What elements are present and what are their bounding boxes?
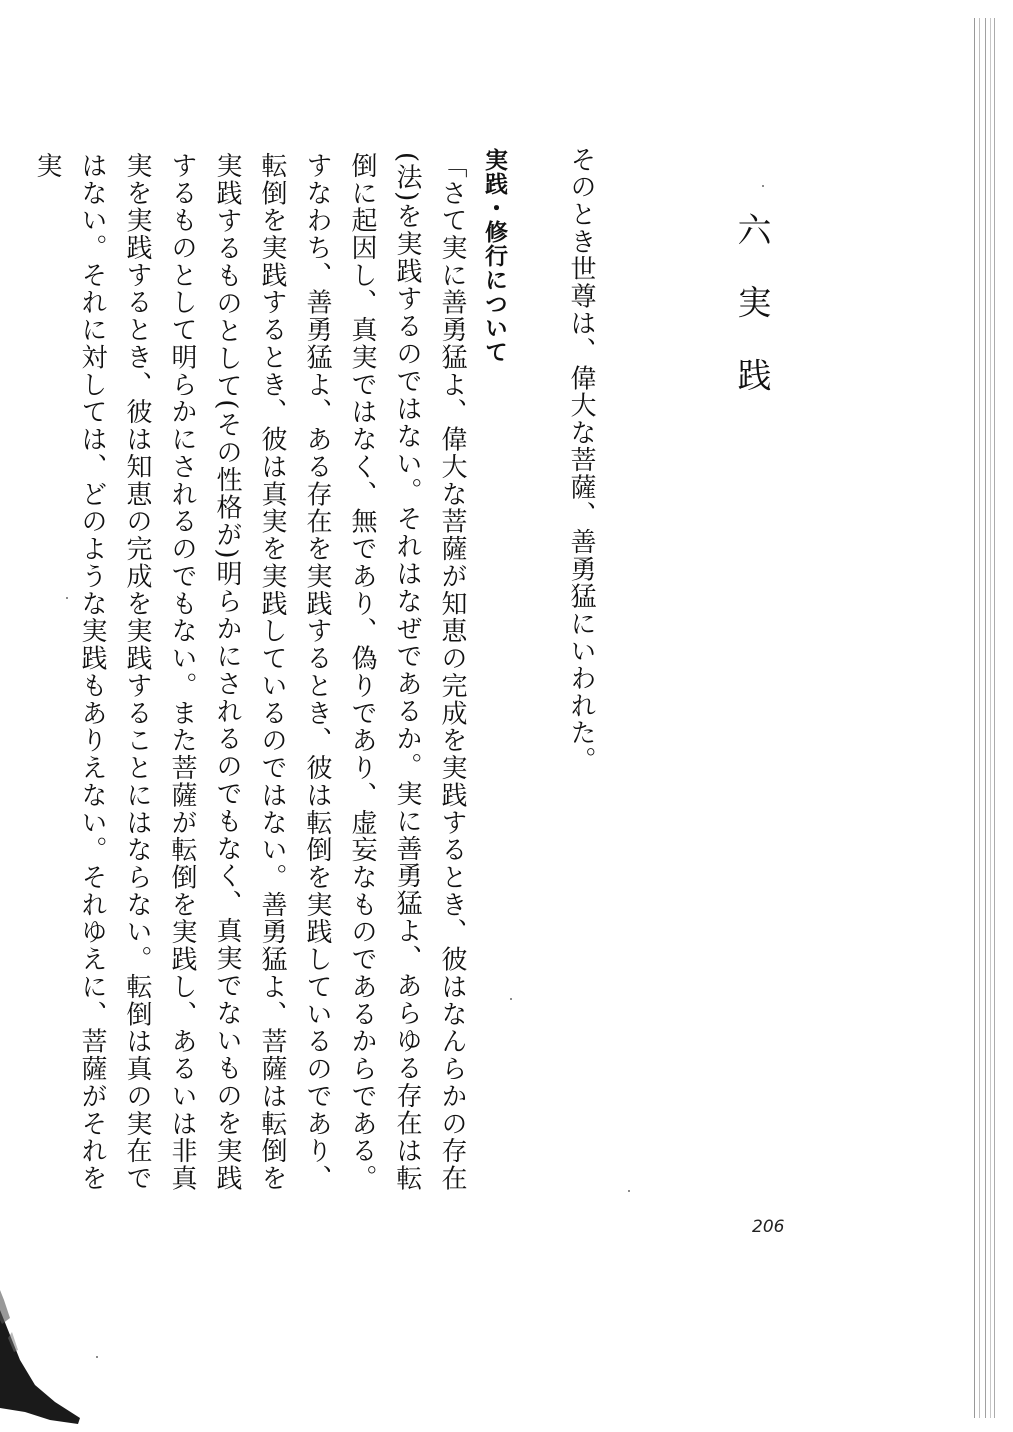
intro-line: そのとき世尊は、偉大な菩薩、善勇猛にいわれた。 — [566, 146, 596, 774]
scan-speck — [762, 185, 764, 187]
binding-edge-lines — [972, 18, 1002, 1418]
section-heading: 実践・修行について — [481, 148, 507, 364]
scan-speck — [96, 1356, 98, 1358]
corner-scan-smudge — [0, 1290, 90, 1430]
page-number: 206 — [752, 1217, 785, 1237]
scan-speck — [66, 597, 68, 599]
scan-speck — [510, 998, 512, 1000]
scan-speck — [628, 1190, 630, 1192]
chapter-heading: 六 実 践 — [731, 212, 771, 406]
body-text: 「さて実に善勇猛よ、偉大な菩薩が知恵の完成を実践するとき、彼はなんらかの存在(法)を実践するのではない。それはなぜであるか。実に善勇猛よ、あらゆる存在は転倒に起因し、真実ではなく、無であり、偽りであり、虚妄なものであるからである。すなわち、善勇猛よ、ある存在を実践するとき、彼は転倒を実践しているのであり、転倒を実践するとき、彼は真実を実践しているのではない。善勇猛よ、菩薩は転倒を実践するものとして(その性格が)明らかにされるのでもなく、真実でないものを実践するものとして明らかにされるのでもない。また菩薩が転倒を実践し、あるいは非真実を実践するとき、彼は知恵の完成を実践することにはならない。転倒は真の実在ではない。それに対しては、どのような実践もありえない。それゆえに、菩薩がそれを実 — [32, 152, 467, 1192]
